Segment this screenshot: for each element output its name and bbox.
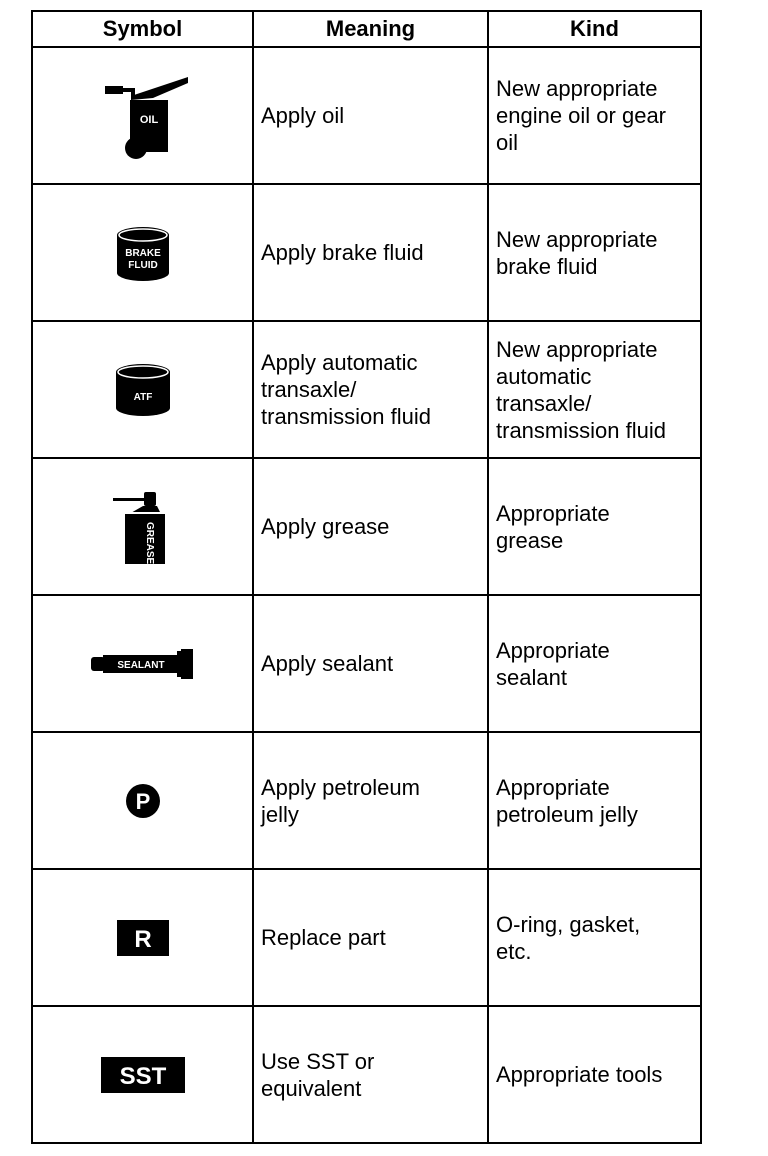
meaning-text: Apply grease	[261, 514, 390, 539]
meaning-text: Apply sealant	[261, 651, 394, 676]
meaning-text: Apply automatic transaxle/ transmission fluid	[261, 350, 431, 429]
table-row	[32, 595, 701, 732]
brake-label: BRAKE FLUID	[124, 247, 161, 271]
sealant-label: SEALANT	[116, 659, 165, 671]
kind-text: Appropriate tools	[496, 1062, 663, 1087]
meaning-text: Replace part	[261, 925, 386, 950]
symbols-table	[31, 10, 702, 1144]
meaning-text: Apply brake fluid	[261, 240, 424, 265]
atf-can-icon	[113, 360, 173, 420]
p-label: P	[135, 788, 150, 814]
meaning-text: Apply oil	[261, 103, 345, 128]
table-row	[32, 321, 701, 458]
sst-icon	[101, 1057, 185, 1093]
sst-label: SST	[119, 1062, 166, 1090]
kind-text: Appropriate sealant	[496, 637, 610, 690]
petroleum-jelly-icon	[123, 781, 163, 821]
oil-label: OIL	[139, 113, 158, 126]
grease-label: GREASE	[143, 521, 155, 564]
kind-text: New appropriate automatic transaxle/ transmission fluid	[496, 336, 666, 443]
kind-text: New appropriate brake fluid	[496, 226, 658, 279]
meaning-text: Use SST or equivalent	[261, 1048, 375, 1101]
header-symbol: Symbol	[32, 11, 253, 47]
kind-text: O-ring, gasket, etc.	[496, 911, 641, 964]
table-row	[32, 184, 701, 321]
header-kind: Kind	[488, 11, 701, 47]
brake-fluid-can-icon	[113, 223, 173, 283]
table-row	[32, 47, 701, 184]
table-row	[32, 732, 701, 869]
sealant-tube-icon	[91, 647, 195, 681]
kind-text: New appropriate engine oil or gear oil	[496, 76, 667, 155]
header-meaning: Meaning	[253, 11, 488, 47]
table-row	[32, 1006, 701, 1143]
table-header	[32, 11, 701, 47]
table-row	[32, 869, 701, 1006]
r-label: R	[133, 925, 152, 953]
oil-can-icon	[93, 71, 193, 161]
atf-label: ATF	[133, 391, 152, 403]
kind-text: Appropriate petroleum jelly	[496, 774, 638, 827]
replace-part-icon	[117, 920, 169, 956]
table-row	[32, 458, 701, 595]
kind-text: Appropriate grease	[496, 500, 610, 553]
grease-spray-icon	[113, 482, 173, 572]
meaning-text: Apply petroleum jelly	[261, 774, 420, 827]
